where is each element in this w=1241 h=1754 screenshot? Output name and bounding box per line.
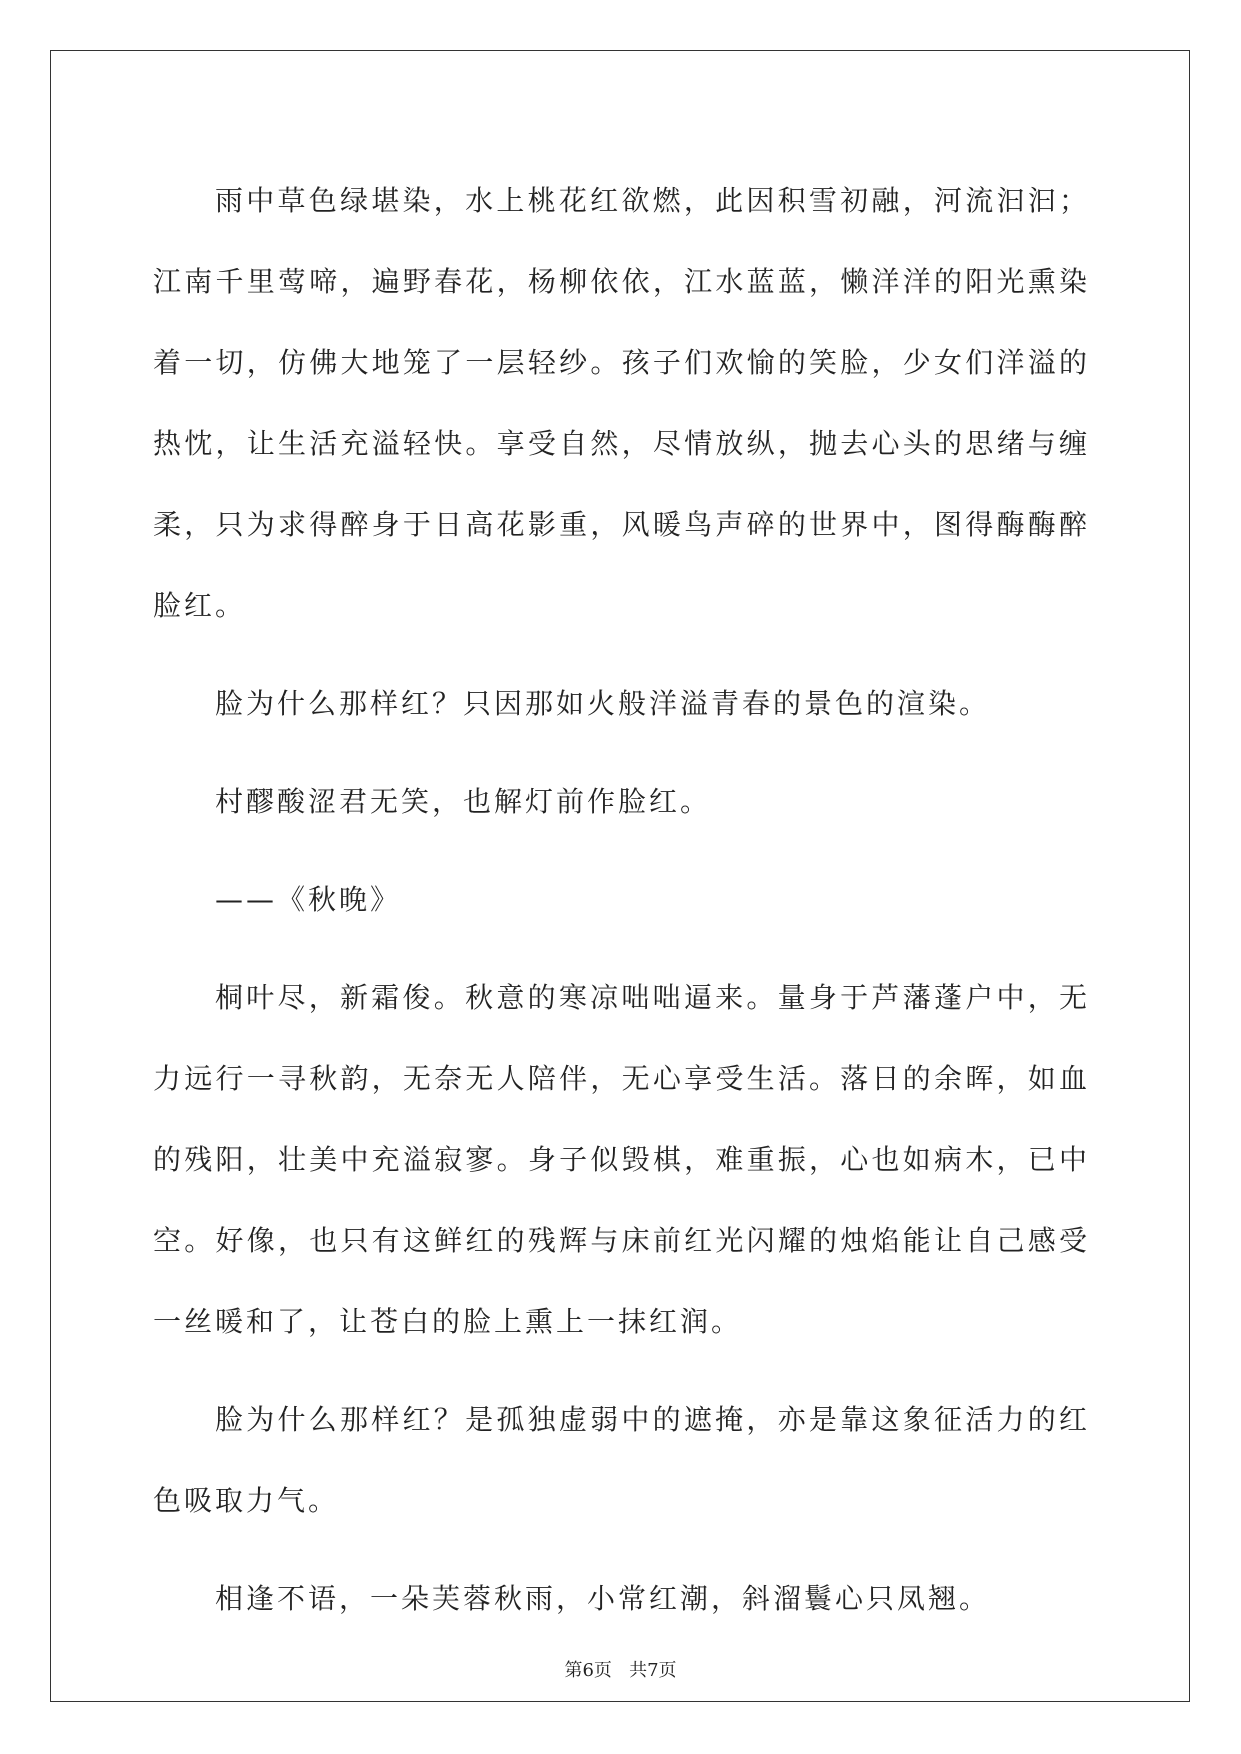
page-footer [0,1656,1241,1682]
poem-source: ——《秋晚》 [215,883,402,916]
paragraph: 村醪酸涩君无笑，也解灯前作脸红。 [215,785,712,818]
paragraph: 雨中草色绿堪染，水上桃花红欲燃，此因积雪初融，河流汩汩；江南千里莺啼，遍野春花，杨柳依依，江水蓝蓝，懒洋洋的阳光熏染着一切，仿佛大地笼了一层轻纱。孩子们欢愉的笑脸，少女们洋溢的热忱，让生活充溢轻快。享受自然，尽情放纵，抛去心头的思绪与缠柔，只为求得醉身于日高花影重，风暖鸟声碎的世界中，图得酶酶醉脸红。 [153,184,1090,622]
current-page-label: 第6页 [564,1660,612,1681]
paragraph: 脸为什么那样红？是孤独虚弱中的遮掩，亦是靠这象征活力的红色吸取力气。 [153,1403,1090,1517]
paragraph: 相逢不语，一朵芙蓉秋雨，小常红潮，斜溜鬟心只凤翘。 [215,1582,991,1615]
total-pages-label: 共7页 [629,1660,677,1681]
paragraph: 桐叶尽，新霜俊。秋意的寒凉咄咄逼来。量身于芦藩蓬户中，无力远行一寻秋韵，无奈无人陪伴，无心享受生活。落日的余晖，如血的残阳，壮美中充溢寂寥。身子似毁棋，难重振，心也如病木，已中空。好像，也只有这鲜红的残辉与床前红光闪耀的烛焰能让自己感受一丝暖和了，让苍白的脸上熏上一抹红润。 [153,981,1090,1338]
document-body [153,160,1090,1656]
paragraph: 脸为什么那样红？只因那如火般洋溢青春的景色的渲染。 [215,687,991,720]
